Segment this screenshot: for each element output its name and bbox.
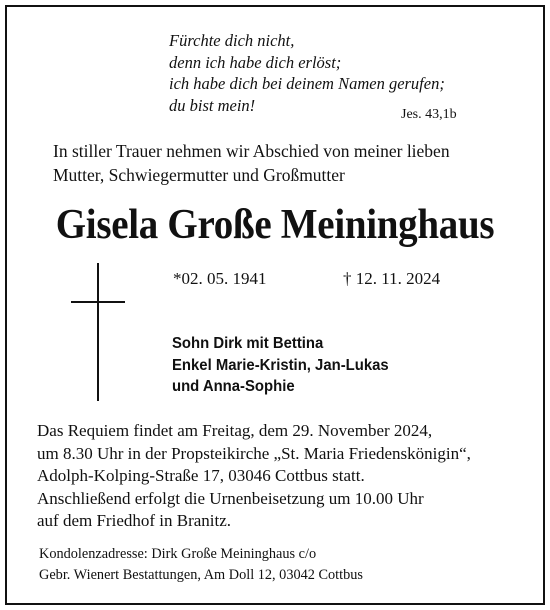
intro-text (53, 139, 450, 187)
service-details (37, 420, 471, 533)
birth-date: *02. 05. 1941 (173, 269, 267, 288)
intro-line: Mutter, Schwiegermutter und Großmutter (53, 165, 345, 185)
cross-icon (71, 263, 127, 403)
obituary-notice (5, 5, 545, 605)
service-line: Anschließend erfolgt die Urnenbeisetzung um 10.00 Uhr (37, 488, 424, 508)
mourner-line: Enkel Marie-Kristin, Jan-Lukas (172, 356, 389, 374)
intro-line: In stiller Trauer nehmen wir Abschied von meiner lieben (53, 141, 450, 161)
verse-line: Fürchte dich nicht, (169, 31, 295, 50)
verse-reference: Jes. 43,1b (401, 107, 457, 122)
verse-line: denn ich habe dich erlöst; (169, 52, 342, 72)
service-line: auf dem Friedhof in Branitz. (37, 511, 232, 530)
condolence-address (39, 544, 363, 585)
verse-line: ich habe dich bei deinem Namen gerufen; (169, 74, 445, 93)
cross-horizontal-bar (71, 301, 125, 303)
service-line: um 8.30 Uhr in der Propsteikirche „St. Maria Friedenskönigin“, (37, 443, 471, 463)
verse-line: du bist mein! (169, 95, 256, 115)
service-line: Adolph-Kolping-Straße 17, 03046 Cottbus statt. (37, 466, 365, 485)
mourner-line: Sohn Dirk mit Bettina (172, 335, 324, 352)
mourner-line: und Anna-Sophie (172, 378, 295, 395)
death-date: † 12. 11. 2024 (343, 269, 441, 288)
deceased-name: Gisela Große Meininghaus (55, 201, 495, 248)
condolence-line: Kondolenzadresse: Dirk Große Meininghaus c/o (39, 546, 317, 562)
bible-verse (169, 30, 445, 116)
service-line: Das Requiem findet am Freitag, dem 29. November 2024, (37, 421, 433, 440)
cross-vertical-bar (97, 263, 99, 401)
mourners-list (172, 333, 405, 398)
condolence-line: Gebr. Wienert Bestattungen, Am Doll 12, 03042 Cottbus (39, 566, 363, 583)
